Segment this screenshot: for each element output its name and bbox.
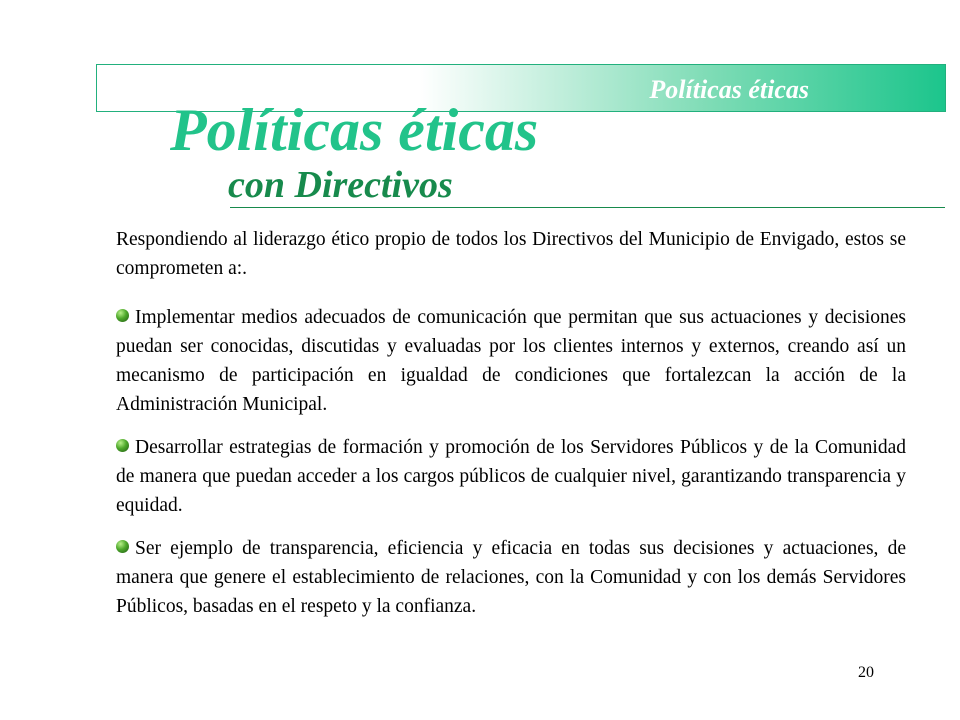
bullet-item [116,534,906,621]
bullet-item [116,433,906,520]
bullet-item [116,303,906,419]
header-label: Políticas éticas [649,75,809,104]
green-sphere-bullet-icon [116,540,129,553]
bullet-text: Implementar medios adecuados de comunicación que permitan que sus actuaciones y decisiones puedan ser conocidas, discutidas y evaluadas por los clientes internos y externos, creando así un mecanismo de participación en igualdad de condiciones que fortalezcan la acción de la Administración Municipal. [116,307,906,415]
bullet-text: Ser ejemplo de transparencia, eficiencia y eficacia en todas sus decisiones y actuaciones, de manera que genere el establecimiento de relaciones, con la Comunidad y con los demás Servidores Públicos, basadas en el respeto y la confianza. [116,538,906,617]
green-sphere-bullet-icon [116,309,129,322]
page-number: 20 [858,664,874,681]
title-underline [230,207,945,208]
green-sphere-bullet-icon [116,439,129,452]
bullet-text: Desarrollar estrategias de formación y promoción de los Servidores Públicos y de la Comunidad de manera que puedan acceder a los cargos públicos de cualquier nivel, garantizando transparencia y equidad. [116,437,906,516]
intro-paragraph: Respondiendo al liderazgo ético propio de todos los Directivos del Municipio de Envigado, estos se comprometen a:. [116,229,906,279]
slide-title: Políticas éticas [170,97,539,163]
slide-subtitle: con Directivos [228,164,453,206]
slide-content [116,225,906,635]
